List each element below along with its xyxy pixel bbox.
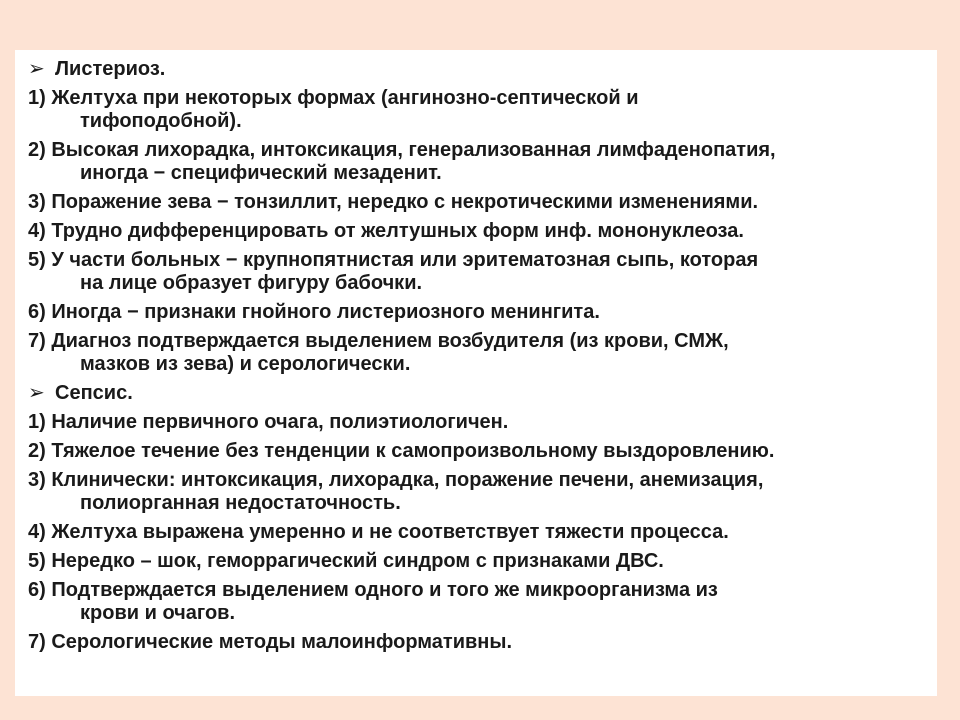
list-item: 5) У части больных − крупнопятнистая или эритематозная сыпь, которая	[28, 249, 759, 271]
list-item-continuation: на лице образует фигуру бабочки.	[80, 272, 423, 294]
list-item: 2) Высокая лихорадка, интоксикация, генерализованная лимфаденопатия,	[28, 139, 776, 161]
list-item: 1) Наличие первичного очага, полиэтиологичен.	[28, 411, 509, 433]
list-item-continuation: крови и очагов.	[80, 602, 236, 624]
list-item: 7) Серологические методы малоинформативны.	[28, 631, 513, 653]
list-item: 6) Подтверждается выделением одного и того же микроорганизма из	[28, 579, 718, 601]
slide-content	[28, 58, 928, 660]
list-item: 2) Тяжелое течение без тенденции к самопроизвольному выздоровлению.	[28, 440, 775, 462]
list-item: 5) Нередко – шок, геморрагический синдром с признаками ДВС.	[28, 550, 664, 572]
list-item: 4) Желтуха выражена умеренно и не соответствует тяжести процесса.	[28, 521, 729, 543]
list-item: 4) Трудно дифференцировать от желтушных форм инф. мононуклеоза.	[28, 220, 744, 242]
list-item: 3) Клинически: интоксикация, лихорадка, поражение печени, анемизация,	[28, 469, 764, 491]
arrow-bullet-icon: ➢	[28, 58, 45, 80]
list-item: 3) Поражение зева − тонзиллит, нередко с некротическими изменениями.	[28, 191, 759, 213]
list-item: 7) Диагноз подтверждается выделением возбудителя (из крови, СМЖ,	[28, 330, 729, 352]
list-item-continuation: полиорганная недостаточность.	[80, 492, 401, 514]
list-item: 6) Иногда − признаки гнойного листериозного менингита.	[28, 301, 600, 323]
list-item: 1) Желтуха при некоторых формах (ангинозно-септической и	[28, 87, 639, 109]
list-item-continuation: мазков из зева) и серологически.	[80, 353, 411, 375]
section-heading-listeriosis: ➢ Листериоз.	[28, 58, 166, 80]
section-heading-sepsis: ➢ Сепсис.	[28, 382, 133, 404]
arrow-bullet-icon: ➢	[28, 382, 45, 404]
list-item-continuation: тифоподобной).	[80, 110, 242, 132]
list-item-continuation: иногда − специфический мезаденит.	[80, 162, 442, 184]
